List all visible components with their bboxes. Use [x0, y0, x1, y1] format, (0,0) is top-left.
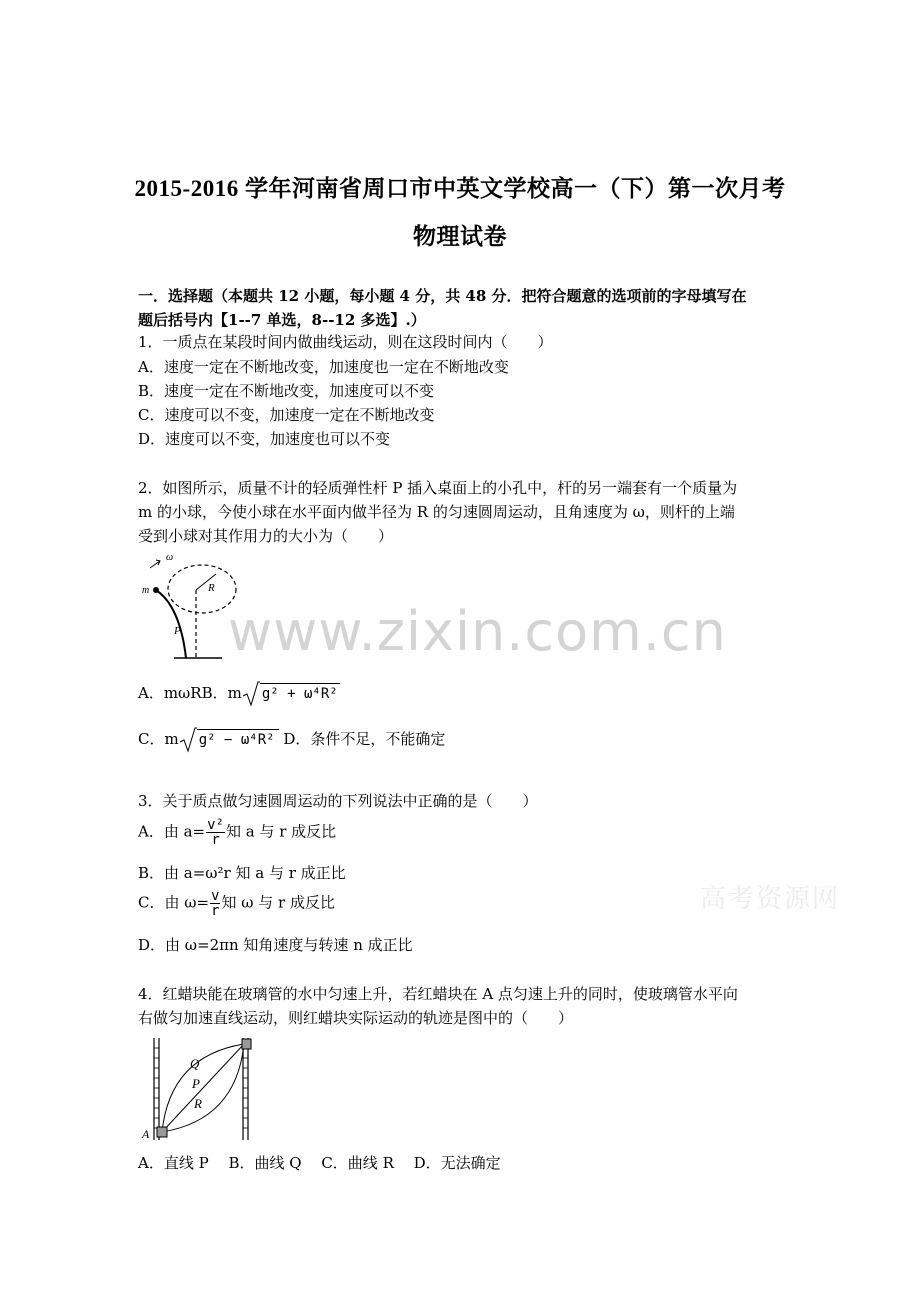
q3-c-fraction: $\frac{v}{r}$ — [211, 888, 220, 919]
q1-option-b: B．速度一定在不断地改变，加速度可以不变 — [138, 382, 435, 400]
page-subtitle: 物理试卷 — [413, 224, 507, 249]
fig-label-A: A — [142, 1127, 150, 1141]
page-title: 2015-2016 学年河南省周口市中英文学校高一（下）第一次月考 — [134, 176, 786, 201]
q4-stem-1: 4．红蜡块能在玻璃管的水中匀速上升，若红蜡块在 A 点匀速上升的同时，使玻璃管水平向 — [138, 985, 738, 1003]
sqrt-icon — [242, 681, 260, 707]
wax-block-end — [242, 1039, 251, 1049]
fig-label-Q: Q — [190, 1056, 200, 1071]
ball — [153, 587, 159, 593]
fig-label-P: P — [174, 625, 181, 637]
q2-stem-2: m 的小球，今使小球在水平面内做半径为 R 的匀速圆周运动，且角速度为 ω，则杆的上端 — [138, 503, 735, 521]
q2-option-c-prefix: C．m — [138, 730, 179, 748]
q3-stem: 3．关于质点做匀速圆周运动的下列说法中正确的是（ ） — [138, 792, 538, 810]
q2-stem-1: 2．如图所示，质量不计的轻质弹性杆 P 插入桌面上的小孔中，杆的另一端套有一个质量为 — [138, 479, 738, 497]
q2-option-b-sqrt: g² + ω⁴R² — [242, 681, 340, 707]
q4-options: A．直线 P B．曲线 Q C．曲线 R D．无法确定 — [138, 1154, 501, 1172]
q3-option-c: C．由 ω= $\frac{v}{r}$ 知 ω 与 r 成反比 — [138, 888, 335, 919]
fig-label-omega: ω — [166, 552, 174, 563]
q3-option-b: B．由 a=ω²r 知 a 与 r 成正比 — [138, 864, 346, 882]
fig-label-R: R — [208, 582, 215, 594]
watermark: www.zixin.com.cn — [228, 600, 727, 663]
corner-watermark: 高考资源网 — [700, 884, 841, 914]
q4-figure — [138, 1034, 260, 1146]
q2-option-b-prefix: B．m — [201, 684, 242, 702]
orbit-ellipse — [168, 565, 236, 613]
section-heading-cont: 题后括号内【1--7 单选，8--12 多选】.） — [138, 311, 426, 329]
fig-label-R: R — [194, 1096, 202, 1111]
q4-stem-2: 右做匀加速直线运动，则红蜡块实际运动的轨迹是图中的（ ） — [138, 1009, 574, 1027]
q2-option-c-sqrt: g² − ω⁴R² — [179, 727, 279, 753]
q2-option-a: A．mωR — [138, 684, 202, 702]
q1-option-c: C．速度可以不变，加速度一定在不断地改变 — [138, 406, 435, 424]
wax-block-start — [157, 1127, 167, 1137]
q3-option-a: A．由 a= $\frac{\text{v²}}{r}$ 知 a 与 r 成反比 — [138, 817, 337, 848]
line-P — [162, 1044, 244, 1132]
sqrt-icon — [179, 727, 197, 753]
q2-stem-3: 受到小球对其作用力的大小为（ ） — [138, 527, 394, 545]
q3-option-d: D．由 ω=2πn 知角速度与转速 n 成正比 — [138, 936, 413, 954]
elastic-rod — [156, 590, 186, 658]
fig-label-m: m — [142, 585, 150, 596]
q2-option-d: D．条件不足，不能确定 — [283, 730, 446, 748]
q3-a-fraction: $\frac{\text{v²}}{r}$ — [207, 817, 224, 848]
q2-options-ab — [138, 681, 340, 707]
q1-option-d: D．速度可以不变，加速度也可以不变 — [138, 430, 391, 448]
section-heading: 一．选择题（本题共 12 小题，每小题 4 分，共 48 分．把符合题意的选项前的字母填写在 — [138, 287, 747, 305]
q1-stem: 1．一质点在某段时间内做曲线运动，则在这段时间内（ ） — [138, 333, 553, 351]
fig-label-P: P — [192, 1076, 200, 1091]
q1-option-a: A．速度一定在不断地改变，加速度也一定在不断地改变 — [138, 358, 509, 376]
q2-options-cd — [138, 727, 445, 753]
